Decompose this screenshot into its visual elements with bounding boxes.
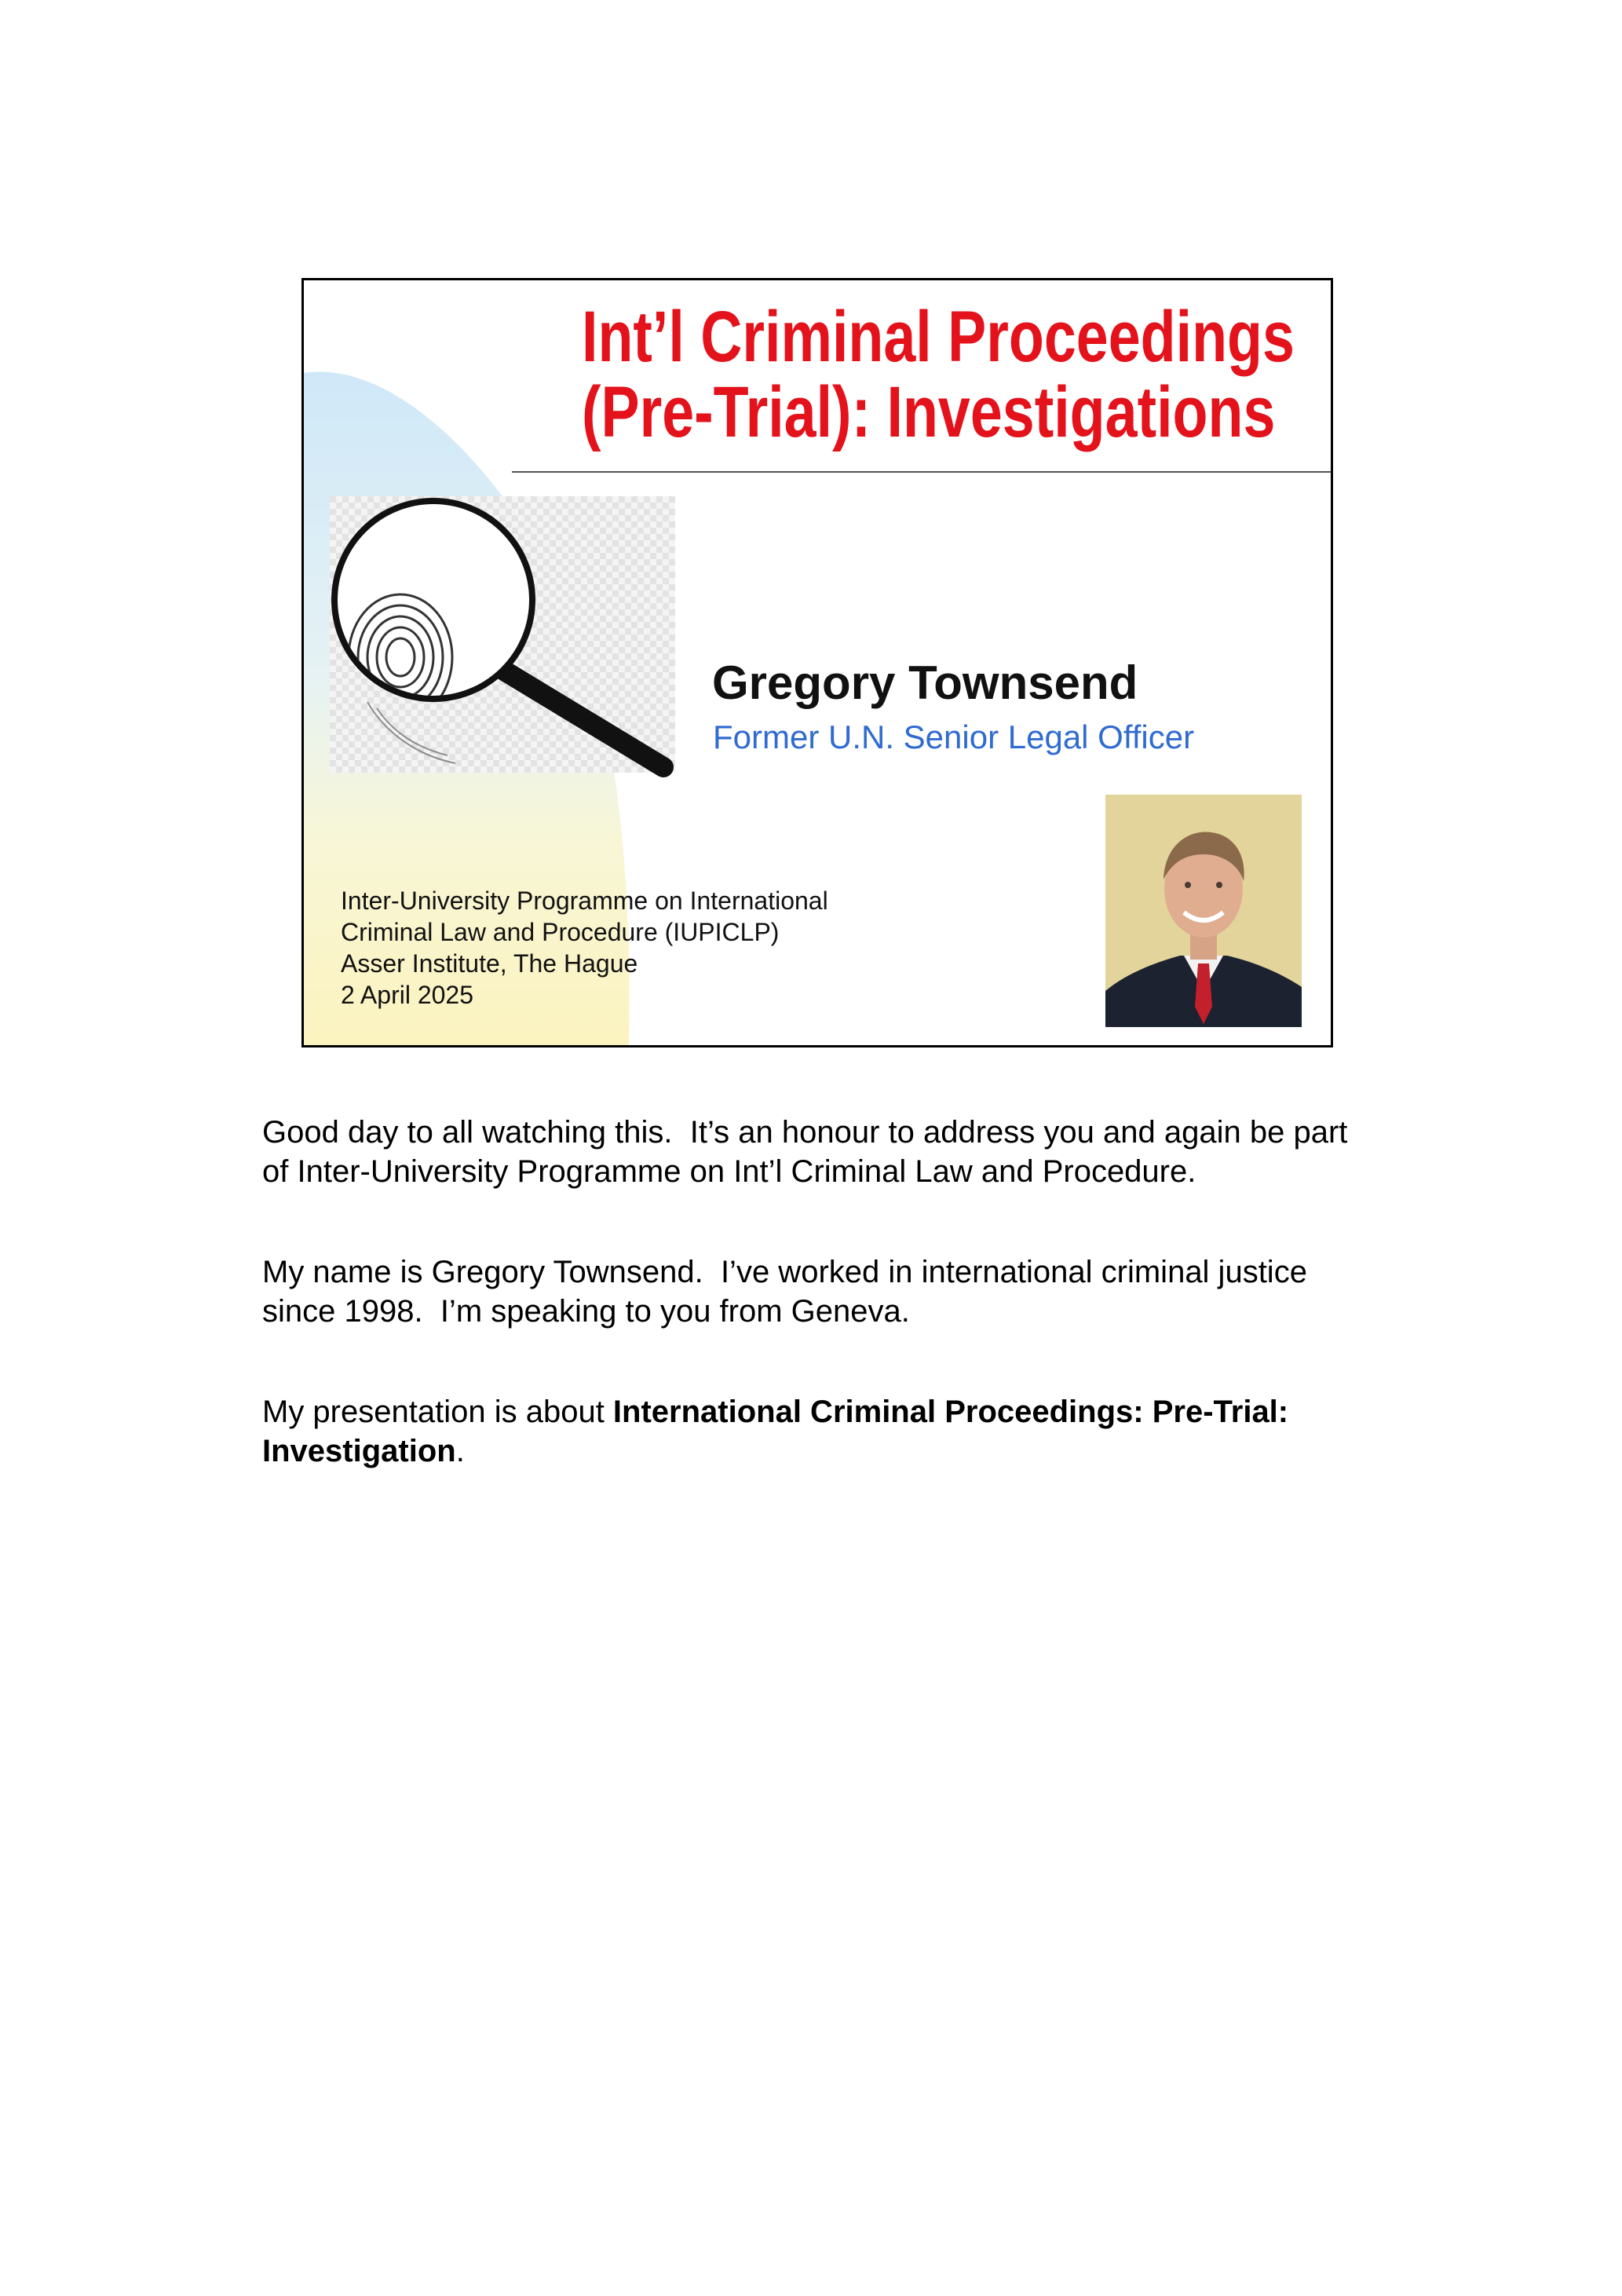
event-line: Asser Institute, The Hague	[341, 949, 638, 978]
speaker-photo	[1105, 795, 1302, 1027]
note-text: My name is Gregory Townsend. I’ve worked in international criminal justice since 1998. I’m speaking to you from Geneva.	[262, 1255, 1317, 1329]
slide-thumbnail	[301, 278, 1333, 1047]
speaker-role: Former U.N. Senior Legal Officer	[713, 718, 1195, 755]
speaker-note-paragraph-2	[262, 1252, 1377, 1331]
note-text-suffix: .	[455, 1434, 465, 1468]
presentation-topic: International Criminal Proceedings: Pre-Trial: Investigation	[262, 1395, 1289, 1468]
event-line: Inter-University Programme on International	[341, 887, 828, 915]
event-line: Criminal Law and Procedure (IUPICLP)	[341, 918, 780, 946]
event-info	[341, 885, 828, 1011]
event-line: 2 April 2025	[341, 981, 474, 1009]
speaker-name: Gregory Townsend	[712, 656, 1138, 709]
speaker-note-paragraph-3	[262, 1392, 1377, 1471]
slide-title-line-1: Int’l Criminal Proceedings	[582, 297, 1295, 377]
note-text-prefix: My presentation is about	[262, 1395, 613, 1429]
slide-title-line-2: (Pre-Trial): Investigations	[582, 372, 1276, 452]
speaker-note-paragraph-1	[262, 1113, 1377, 1191]
note-text: Good day to all watching this. It’s an honour to address you and again be part of Inter-University Programme on Int’l Criminal Law and Procedure.	[262, 1115, 1357, 1189]
title-divider	[512, 471, 1331, 473]
magnifier-fingerprint-icon	[330, 496, 675, 779]
